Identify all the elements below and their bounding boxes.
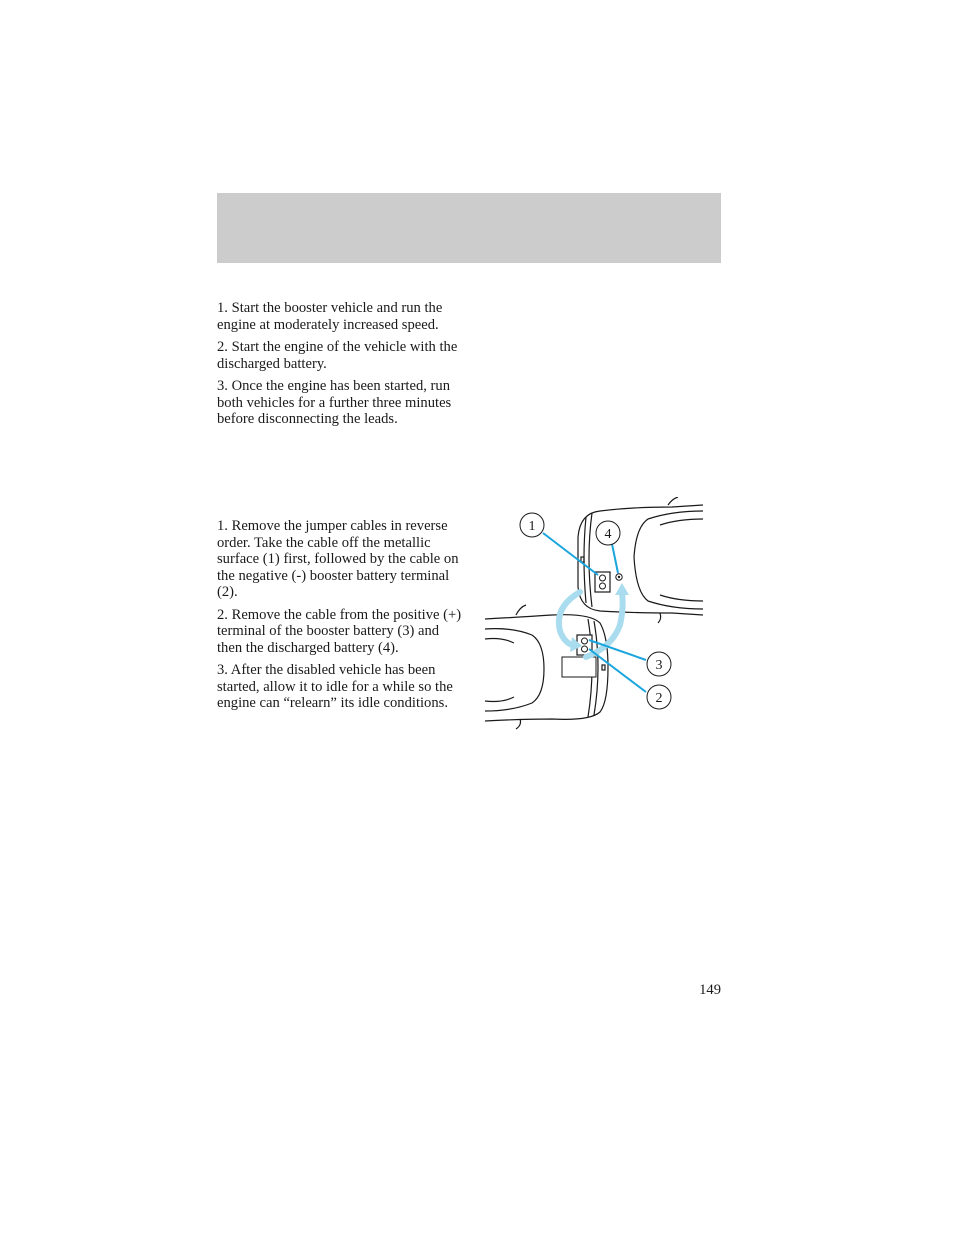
- disconnect-step-1: 1. Remove the jumper cables in reverse order. Take the cable off the metallic surface (1) first, followed by the cable on the negative (-) booster battery terminal (2).: [217, 518, 459, 600]
- disabled-vehicle: [578, 497, 703, 623]
- callout-2: [647, 685, 671, 709]
- callout-1: [520, 513, 544, 537]
- jumper-cable-diagram: [482, 497, 708, 731]
- start-step-2: 2. Start the engine of the vehicle with the discharged battery.: [217, 339, 458, 372]
- svg-text:2: 2: [655, 691, 663, 706]
- disconnect-steps-list: [217, 518, 465, 718]
- svg-text:4: 4: [604, 527, 612, 542]
- page-number: 149: [699, 982, 721, 998]
- callout-3: [647, 652, 671, 676]
- ground-point: [616, 574, 622, 580]
- disconnect-step-3: 3. After the disabled vehicle has been started, allow it to idle for a while so the engine can “relearn” its idle conditions.: [217, 662, 453, 711]
- start-steps-list: [217, 300, 465, 434]
- callout-4: [596, 521, 620, 545]
- section-header-band: [217, 193, 721, 263]
- start-step-3: 3. Once the engine has been started, run both vehicles for a further three minutes before disconnecting the leads.: [217, 378, 452, 427]
- svg-text:3: 3: [655, 658, 663, 673]
- arrow-head-upper: [615, 583, 629, 595]
- start-step-1: 1. Start the booster vehicle and run the engine at moderately increased speed.: [217, 300, 443, 333]
- disconnect-step-2: 2. Remove the cable from the positive (+) terminal of the booster battery (3) and then the discharged battery (4).: [217, 606, 462, 656]
- svg-text:1: 1: [528, 519, 536, 534]
